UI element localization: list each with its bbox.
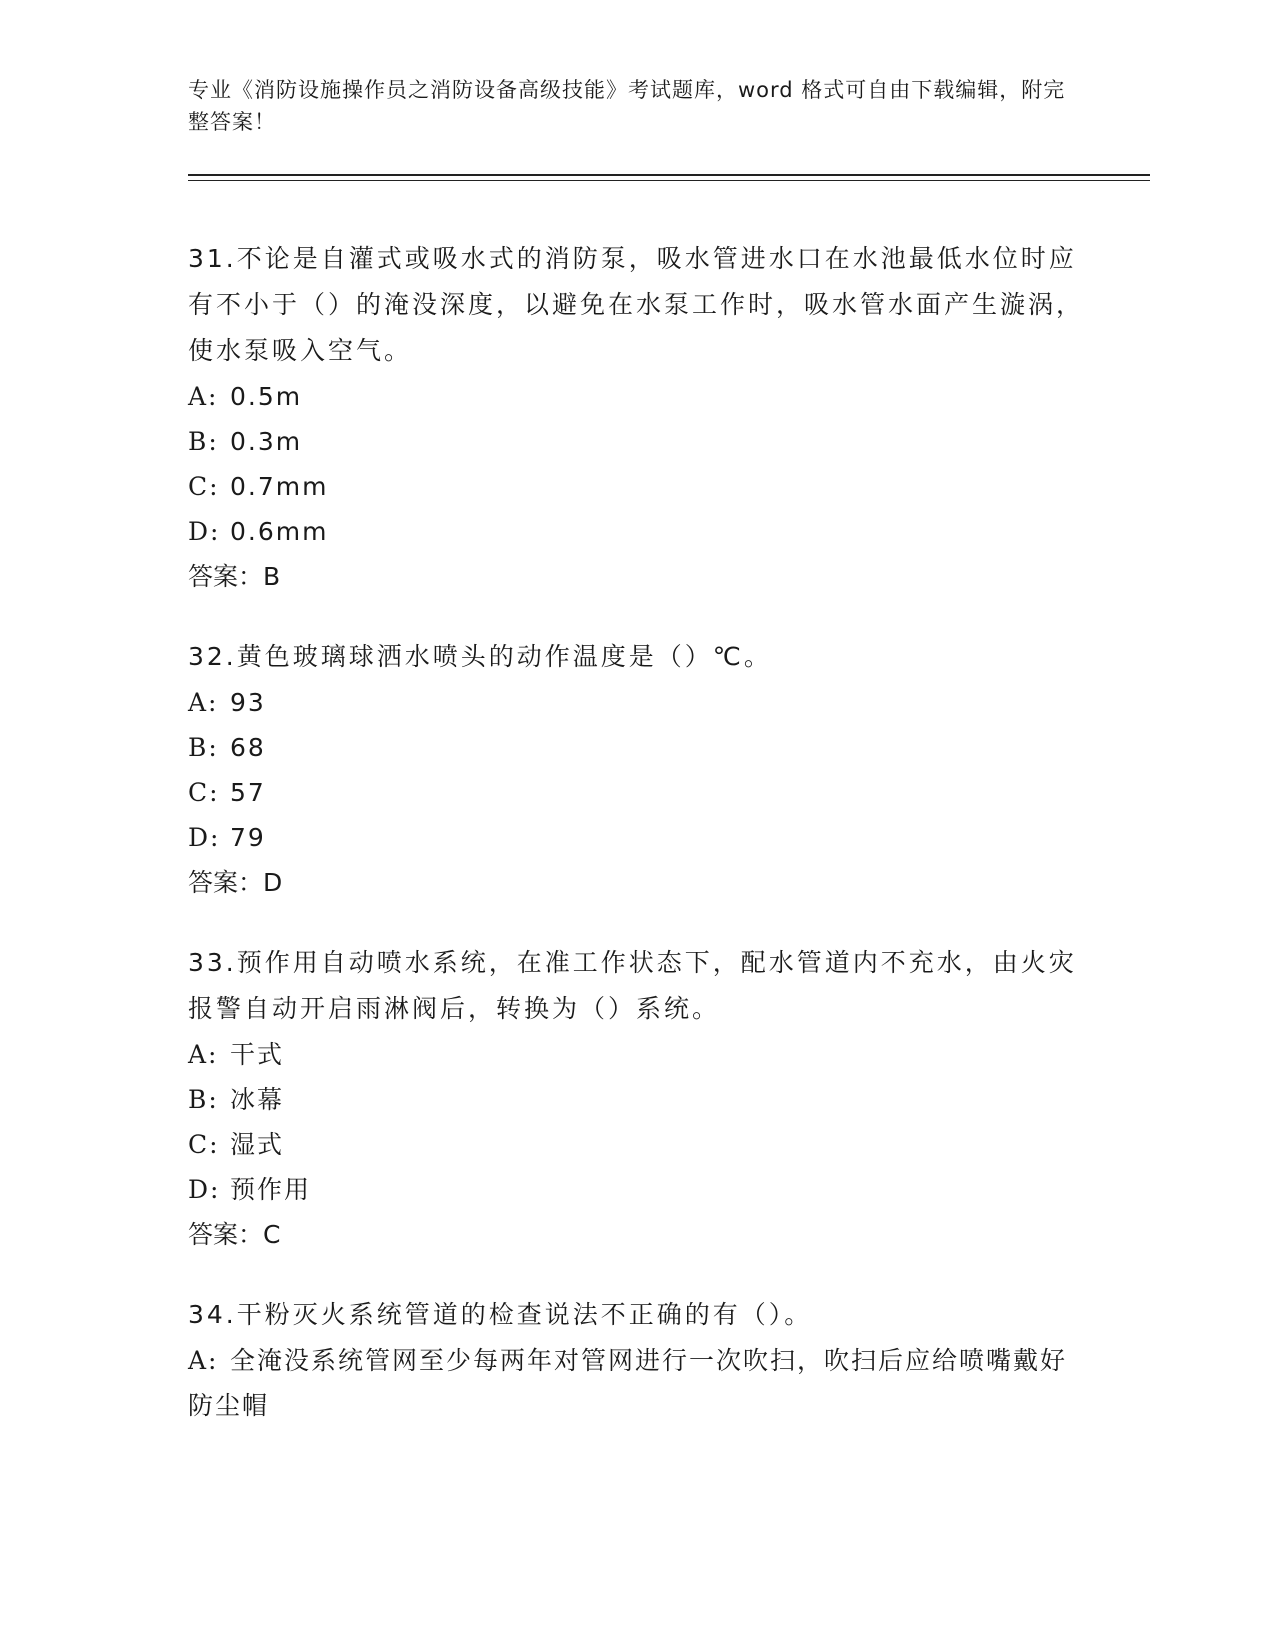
option-b [188, 725, 1088, 770]
option-key: B: [188, 427, 219, 456]
option-text: 0.6mm [230, 517, 329, 546]
answer-line: 答案：D [188, 868, 283, 897]
option-key: A: [188, 1346, 219, 1375]
option-a [188, 374, 1088, 419]
option-text: 干式 [230, 1040, 285, 1069]
option-key: C: [188, 472, 220, 501]
option-text: 0.3m [230, 427, 303, 456]
question-stem: 31.不论是自灌式或吸水式的消防泵，吸水管进水口在水池最低水位时应有不小于（）的淹没深度，以避免在水泵工作时，吸水管水面产生漩涡，使水泵吸入空气。 [188, 244, 1085, 365]
option-text: 0.7mm [230, 472, 329, 501]
option-text: 93 [230, 688, 266, 717]
option-key: A: [188, 1040, 219, 1069]
option-d [188, 1167, 1088, 1212]
option-key: D: [188, 1175, 221, 1204]
answer-line: 答案：B [188, 562, 281, 591]
question-stem: 32.黄色玻璃球洒水喷头的动作温度是（）℃。 [188, 642, 772, 671]
option-text: 68 [230, 733, 266, 762]
option-c [188, 1122, 1088, 1167]
option-key: A: [188, 688, 219, 717]
option-key: B: [188, 1085, 219, 1114]
option-text: 全淹没系统管网至少每两年对管网进行一次吹扫，吹扫后应给喷嘴戴好防尘帽 [188, 1346, 1068, 1420]
option-d [188, 815, 1088, 860]
option-b [188, 1077, 1088, 1122]
option-key: B: [188, 733, 219, 762]
option-key: A: [188, 382, 219, 411]
option-key: D: [188, 823, 221, 852]
question-33 [188, 940, 1088, 1258]
option-key: D: [188, 517, 221, 546]
header-divider-thin [188, 180, 1150, 181]
option-text: 冰幕 [230, 1085, 285, 1114]
header-divider-thick [188, 174, 1150, 176]
option-text: 79 [230, 823, 266, 852]
option-b [188, 419, 1088, 464]
question-31 [188, 236, 1088, 600]
option-text: 57 [230, 778, 266, 807]
answer-line: 答案：C [188, 1220, 281, 1249]
question-stem: 34.干粉灭火系统管道的检查说法不正确的有（）。 [188, 1300, 813, 1329]
option-text: 预作用 [230, 1175, 312, 1204]
question-list [188, 236, 1088, 1462]
option-d [188, 509, 1088, 554]
option-c [188, 464, 1088, 509]
question-34 [188, 1292, 1088, 1428]
question-stem: 33.预作用自动喷水系统，在准工作状态下，配水管道内不充水，由火灾报警自动开启雨淋阀后，转换为（）系统。 [188, 948, 1077, 1023]
option-a [188, 1338, 1088, 1428]
option-a [188, 680, 1088, 725]
option-text: 湿式 [230, 1130, 285, 1159]
question-32 [188, 634, 1088, 906]
option-key: C: [188, 778, 220, 807]
document-header: 专业《消防设施操作员之消防设备高级技能》考试题库，word 格式可自由下载编辑，附完整答案！ [188, 78, 1066, 134]
option-key: C: [188, 1130, 220, 1159]
option-c [188, 770, 1088, 815]
option-a [188, 1032, 1088, 1077]
option-text: 0.5m [230, 382, 303, 411]
